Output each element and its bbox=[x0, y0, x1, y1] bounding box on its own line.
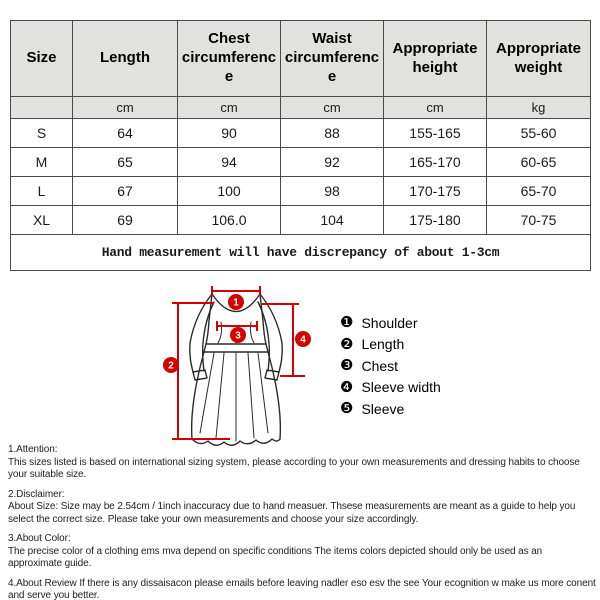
value-cell: 155-165 bbox=[384, 119, 487, 148]
measurement-legend bbox=[340, 312, 441, 420]
note-heading: 2.Disclaimer: bbox=[8, 488, 65, 500]
value-cell: 98 bbox=[281, 177, 384, 206]
marker-shoulder bbox=[228, 294, 244, 310]
value-cell: 104 bbox=[281, 206, 384, 235]
column-header-length: Length bbox=[73, 21, 178, 97]
dress-measurement-diagram bbox=[150, 281, 330, 449]
unit-cell: cm bbox=[178, 97, 281, 119]
svg-text:2: 2 bbox=[168, 360, 174, 372]
legend-item-shoulder bbox=[340, 312, 441, 334]
circled-number-3-icon: ❸ bbox=[340, 356, 354, 375]
unit-cell bbox=[11, 97, 73, 119]
note-heading: 1.Attention: bbox=[8, 444, 58, 455]
circled-number-2-icon: ❷ bbox=[340, 334, 354, 353]
svg-text:3: 3 bbox=[235, 330, 241, 342]
table-row-l bbox=[11, 177, 591, 206]
legend-item-sleeve-width bbox=[340, 377, 441, 399]
circled-number-4-icon: ❹ bbox=[340, 377, 354, 396]
note-body: This sizes listed is based on international sizing system, please according to your own measurements and dressing habits to choose your suitable size. bbox=[8, 456, 580, 480]
note-about-review bbox=[8, 578, 596, 600]
value-cell: 94 bbox=[178, 148, 281, 177]
value-cell: 106.0 bbox=[178, 206, 281, 235]
svg-text:1: 1 bbox=[233, 297, 239, 309]
dress-outline-drawing bbox=[190, 294, 283, 445]
note-about-color bbox=[8, 533, 596, 571]
note-disclaimer bbox=[8, 489, 596, 527]
unit-cell: cm bbox=[281, 97, 384, 119]
column-header-size: Size bbox=[11, 21, 73, 97]
value-cell: 70-75 bbox=[487, 206, 591, 235]
value-cell: 165-170 bbox=[384, 148, 487, 177]
unit-cell: kg bbox=[487, 97, 591, 119]
table-row-xl bbox=[11, 206, 591, 235]
svg-text:4: 4 bbox=[300, 334, 306, 346]
value-cell: 170-175 bbox=[384, 177, 487, 206]
circled-number-1-icon: ❶ bbox=[340, 313, 354, 332]
units-row bbox=[11, 97, 591, 119]
size-cell: M bbox=[11, 148, 73, 177]
table-row-m bbox=[11, 148, 591, 177]
column-header-waist: Waist circumference bbox=[281, 21, 384, 97]
legend-label: Shoulder bbox=[361, 314, 418, 331]
note-body: About Size: Size may be 2.54cm / 1inch inaccuracy due to hand measuer. Thsese measurements are meant as a guide to help you select the correct size. Please take your own measurements and choose your size accordingly. bbox=[8, 501, 576, 525]
note-attention bbox=[8, 444, 596, 482]
value-cell: 65 bbox=[73, 148, 178, 177]
notes-section bbox=[8, 444, 596, 600]
legend-label: Chest bbox=[361, 357, 399, 374]
legend-item-chest bbox=[340, 355, 441, 377]
note-body: 4.About Review If there is any dissaisacon please emails before leaving nadler eso esv the see Your ecognition w make us more conent and serve you better. bbox=[8, 577, 596, 600]
value-cell: 175-180 bbox=[384, 206, 487, 235]
value-cell: 100 bbox=[178, 177, 281, 206]
value-cell: 67 bbox=[73, 177, 178, 206]
marker-sleeve-width bbox=[295, 331, 311, 347]
note-heading: 3.About Color: bbox=[8, 533, 71, 544]
table-row-s bbox=[11, 119, 591, 148]
marker-length bbox=[163, 357, 179, 373]
column-header-chest: Chest circumference bbox=[178, 21, 281, 97]
value-cell: 92 bbox=[281, 148, 384, 177]
size-chart-table bbox=[10, 20, 591, 271]
table-footnote-row bbox=[11, 235, 591, 271]
size-cell: L bbox=[11, 177, 73, 206]
value-cell: 60-65 bbox=[487, 148, 591, 177]
unit-cell: cm bbox=[73, 97, 178, 119]
circled-number-5-icon: ❺ bbox=[340, 399, 354, 418]
table-header-row bbox=[11, 21, 591, 97]
value-cell: 69 bbox=[73, 206, 178, 235]
legend-label: Sleeve bbox=[361, 400, 405, 417]
legend-label: Length bbox=[361, 336, 405, 353]
column-header-height: Appropriate height bbox=[384, 21, 487, 97]
legend-item-length bbox=[340, 334, 441, 356]
size-cell: S bbox=[11, 119, 73, 148]
measurement-discrepancy-note: Hand measurement will have discrepancy of about 1-3cm bbox=[11, 235, 591, 271]
value-cell: 64 bbox=[73, 119, 178, 148]
legend-label: Sleeve width bbox=[361, 379, 441, 396]
legend-item-sleeve bbox=[340, 398, 441, 420]
value-cell: 65-70 bbox=[487, 177, 591, 206]
column-header-weight: Appropriate weight bbox=[487, 21, 591, 97]
unit-cell: cm bbox=[384, 97, 487, 119]
note-body: The precise color of a clothing ems mva depend on specific conditions The items colors depicted should only be used as an approximate guide. bbox=[8, 545, 543, 569]
value-cell: 88 bbox=[281, 119, 384, 148]
value-cell: 90 bbox=[178, 119, 281, 148]
marker-chest bbox=[230, 327, 246, 343]
size-cell: XL bbox=[11, 206, 73, 235]
value-cell: 55-60 bbox=[487, 119, 591, 148]
